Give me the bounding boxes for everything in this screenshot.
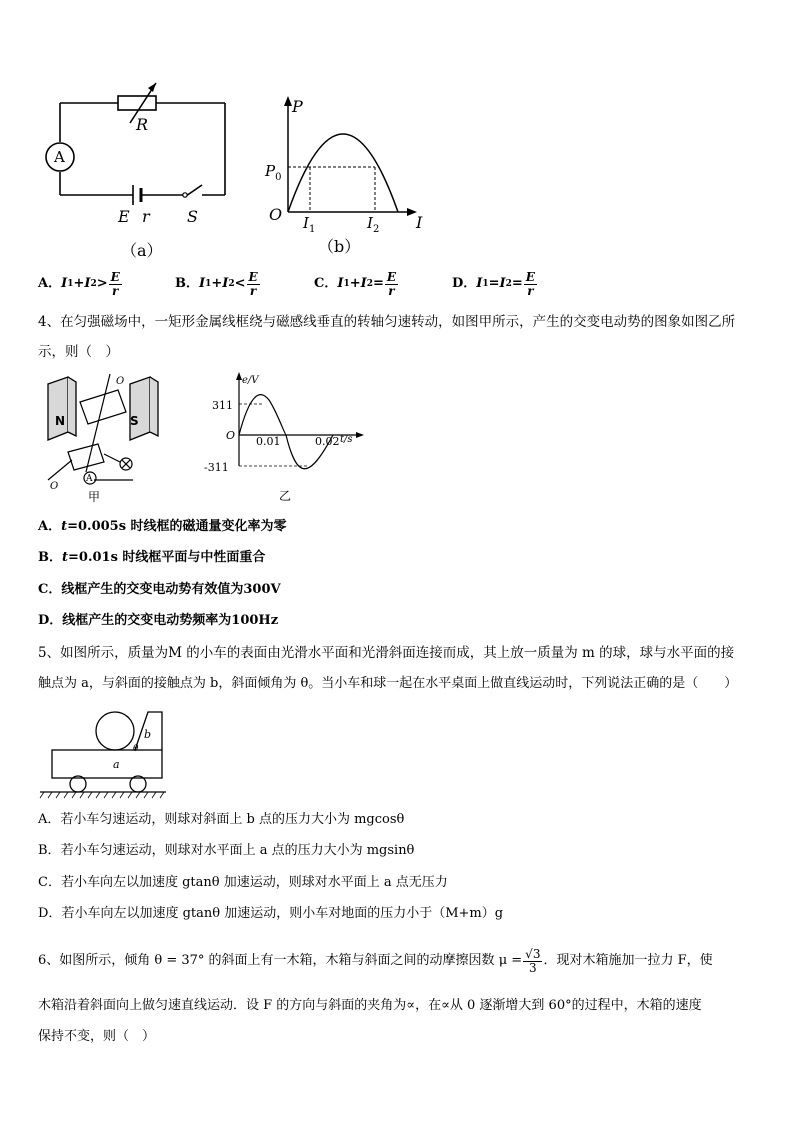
- ammeter-label: A: [54, 148, 65, 166]
- option-var: t: [61, 519, 68, 534]
- i1-label: [303, 214, 315, 239]
- option-sub: 2: [228, 279, 235, 289]
- i2-sub: 2: [372, 224, 380, 235]
- q3-option-c[interactable]: [314, 264, 399, 304]
- q4-option-d[interactable]: [38, 611, 278, 631]
- fraction-denominator: r: [527, 283, 534, 298]
- e-over-r-fraction: [109, 271, 122, 298]
- emf-label: E: [118, 207, 130, 226]
- figure-jia-caption: 甲: [88, 490, 101, 504]
- q6-stem-line2: 木箱沿着斜面向上做匀速直线运动．设 F 的方向与斜面的夹角为∝，在∝从 0 逐渐增大到 60°的过程中，木箱的速度: [38, 998, 702, 1013]
- y-tick-neg-311: -311: [204, 461, 229, 474]
- point-a-label: a: [113, 758, 120, 771]
- option-letter: C．: [314, 276, 338, 291]
- option-sub: 2: [366, 279, 373, 289]
- figure-a-caption: （a）: [121, 241, 163, 260]
- axis-o-bottom-label: O: [50, 481, 59, 492]
- magnet-s-label: S: [130, 414, 139, 428]
- q5-option-d[interactable]: [38, 904, 503, 924]
- q4-option-a[interactable]: [38, 517, 287, 537]
- axis-o-top-label: O: [116, 376, 125, 387]
- option-sub: 2: [505, 279, 512, 289]
- fraction-numerator: E: [525, 269, 535, 284]
- option-letter: A．: [38, 519, 62, 534]
- option-letter: A．: [38, 276, 62, 291]
- q6-stem-line1: [38, 940, 713, 982]
- option-letter: A．: [38, 812, 61, 827]
- option-var: I: [337, 276, 344, 291]
- figure-b-caption: （b）: [318, 237, 361, 256]
- q3-option-a[interactable]: [38, 264, 123, 304]
- p0-main: P: [265, 162, 276, 180]
- i2-label: [367, 214, 379, 239]
- option-letter: D．: [38, 613, 63, 628]
- option-letter: B．: [38, 843, 61, 858]
- p0-label: [265, 162, 281, 187]
- q6-text-part2: ．现对木箱施加一拉力 F，使: [543, 953, 713, 968]
- i1-main: I: [303, 214, 309, 232]
- q4-option-c[interactable]: [38, 580, 281, 600]
- option-letter: C．: [38, 582, 62, 597]
- resistor-label: R: [136, 115, 149, 134]
- q3-option-d[interactable]: [452, 264, 538, 304]
- option-text: 若小车匀速运动，则球对斜面上 b 点的压力大小为 mgcosθ: [60, 812, 405, 827]
- emf-sine-graph-yi: [205, 370, 370, 470]
- ammeter-jia-label: A: [86, 474, 93, 484]
- q4-option-b[interactable]: [38, 548, 265, 568]
- axis-t-label: t/s: [340, 434, 353, 445]
- magnet-n-label: N: [55, 414, 66, 428]
- option-text: 线框产生的交变电动势频率为100Hz: [62, 613, 279, 628]
- q3-options: [38, 264, 758, 304]
- option-var: =I: [488, 276, 506, 291]
- option-letter: C．: [38, 875, 61, 890]
- option-text: 若小车向左以加速度 gtanθ 加速运动，则小车对地面的压力小于（M+m）g: [61, 906, 504, 921]
- axis-p-label: P: [292, 97, 303, 116]
- option-var: +I: [73, 276, 91, 291]
- option-var: I: [476, 276, 483, 291]
- fraction-numerator: E: [248, 269, 258, 284]
- option-var: +I: [211, 276, 229, 291]
- option-sub: 1: [343, 279, 350, 289]
- fraction-denominator: 3: [528, 960, 537, 975]
- y-tick-311: 311: [212, 399, 233, 412]
- fraction-numerator: E: [386, 269, 397, 284]
- theta-label: θ: [133, 744, 139, 754]
- q6-stem-line3: 保持不变，则（ ）: [38, 1029, 156, 1044]
- option-text: =0.01s 时线框平面与中性面重合: [68, 550, 266, 565]
- option-sub: 1: [205, 279, 212, 289]
- option-text: 若小车匀速运动，则球对水平面上 a 点的压力大小为 mgsinθ: [60, 843, 415, 858]
- cart-ball-figure: [38, 708, 168, 800]
- option-text: =0.005s 时线框的磁通量变化率为零: [67, 519, 287, 534]
- i1-sub: 1: [308, 224, 316, 235]
- option-sub: 1: [482, 279, 489, 289]
- q5-option-b[interactable]: [38, 841, 414, 861]
- fraction-numerator: E: [110, 269, 120, 284]
- e-over-r-fraction: [247, 271, 260, 298]
- internal-resistance-label: r: [142, 207, 150, 226]
- mu-fraction: [523, 948, 542, 975]
- q5-option-c[interactable]: [38, 873, 448, 893]
- x-tick-0-02: 0.02: [315, 435, 340, 448]
- generator-figure-jia: [38, 372, 173, 490]
- e-over-r-fraction: [385, 271, 398, 298]
- option-var: I: [199, 276, 206, 291]
- q6-text-part1: 6、如图所示，倾角 θ = 37° 的斜面上有一木箱，木箱与斜面之间的动摩擦因数 μ =: [38, 953, 523, 968]
- fraction-denominator: r: [249, 283, 257, 298]
- option-relation: =: [511, 276, 523, 291]
- fraction-denominator: r: [112, 283, 119, 298]
- option-text: 若小车向左以加速度 gtanθ 加速运动，则球对水平面上 a 点无压力: [60, 875, 448, 890]
- q5-stem-line2: 触点为 a，与斜面的接触点为 b，斜面倾角为 θ。当小车和球一起在水平桌面上做直线运动时，下列说法正确的是（ ）: [38, 676, 738, 691]
- x-tick-0-01: 0.01: [256, 435, 281, 448]
- fraction-numerator: √3: [525, 946, 541, 961]
- circuit-diagram-a: [40, 75, 240, 265]
- figure-yi-caption: 乙: [279, 489, 292, 503]
- origin-label: O: [269, 205, 283, 224]
- option-var: t: [62, 550, 69, 565]
- q5-stem-line1: 5、如图所示，质量为M 的小车的表面由光滑水平面和光滑斜面连接而成，其上放一质量为 m 的球，球与水平面的接: [38, 645, 735, 661]
- option-relation: =: [372, 276, 384, 291]
- option-sub: 1: [67, 279, 74, 289]
- option-var: I: [61, 276, 68, 291]
- option-relation: >: [96, 276, 108, 291]
- point-b-label: b: [144, 728, 152, 741]
- option-letter: B．: [175, 276, 199, 291]
- option-relation: <: [234, 276, 246, 291]
- q4-stem-line1: 4、在匀强磁场中，一矩形金属线框绕与磁感线垂直的转轴匀速转动，如图甲所示，产生的交变电动势的图象如图乙所: [38, 314, 736, 330]
- option-letter: D．: [38, 906, 62, 921]
- q5-option-a[interactable]: [38, 810, 404, 830]
- option-text: 线框产生的交变电动势有效值为300V: [61, 582, 281, 597]
- option-sub: 2: [90, 279, 97, 289]
- option-letter: B．: [38, 550, 62, 565]
- q4-stem-line2: 示，则（ ）: [38, 344, 119, 360]
- q3-option-b[interactable]: [175, 264, 261, 304]
- switch-label: S: [187, 207, 198, 226]
- i2-main: I: [367, 214, 373, 232]
- fraction-denominator: r: [388, 283, 395, 298]
- axis-i-label: I: [416, 213, 423, 232]
- option-var: +I: [349, 276, 367, 291]
- e-over-r-fraction: [524, 271, 537, 298]
- option-letter: D．: [452, 276, 477, 291]
- origin-o-label: O: [226, 429, 236, 442]
- axis-e-label: e/V: [242, 375, 259, 386]
- p0-sub: 0: [275, 172, 282, 183]
